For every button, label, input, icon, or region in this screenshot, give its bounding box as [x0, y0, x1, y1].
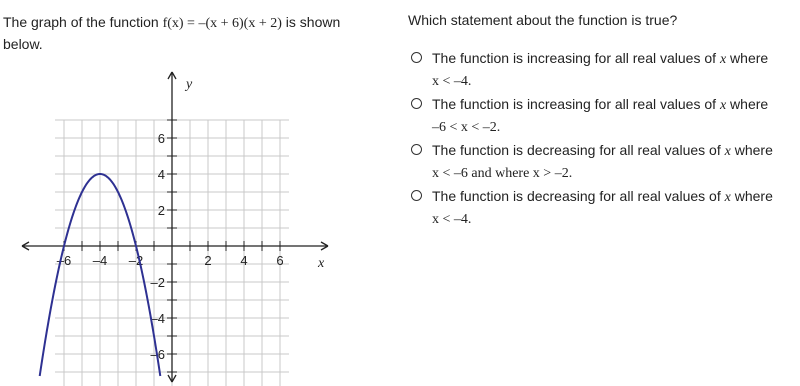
y-axis-label: y: [186, 77, 193, 92]
choice-variable: x: [724, 190, 731, 205]
choice-text-part: The function is decreasing for all real values of: [432, 142, 725, 158]
radio-button[interactable]: [411, 144, 422, 155]
choice-text: [432, 94, 792, 138]
function-graph: [0, 60, 345, 386]
choice-text: [432, 48, 792, 92]
x-tick-label: 6: [276, 253, 284, 268]
answer-choice-3[interactable]: [405, 140, 795, 184]
choice-condition: x < –6 and where x > –2.: [432, 166, 573, 181]
choice-text-part: The function is increasing for all real values of: [432, 96, 720, 112]
choice-text-part: The function is increasing for all real values of: [432, 50, 720, 66]
choice-text-part: where: [726, 96, 769, 112]
x-tick-label: –6: [56, 253, 72, 268]
y-tick-label: 6: [157, 131, 165, 146]
choice-condition: x < –4.: [432, 74, 472, 89]
x-tick-label: 4: [240, 253, 248, 268]
choice-variable: x: [719, 98, 727, 113]
choice-text: [432, 140, 792, 184]
y-tick-label: 2: [157, 203, 165, 218]
radio-button[interactable]: [411, 190, 422, 201]
choice-text-part: where: [726, 50, 769, 66]
x-tick-label: 2: [204, 253, 212, 268]
choice-condition: x < –4.: [432, 212, 472, 227]
question-prompt: [3, 12, 383, 55]
x-tick-label: –4: [92, 253, 108, 268]
y-tick-label: –4: [150, 311, 165, 326]
x-tick-label: –2: [128, 253, 144, 268]
answer-choice-4[interactable]: [405, 186, 795, 230]
prompt-suffix: is shown below.: [3, 14, 341, 52]
choice-text: [432, 186, 792, 230]
answer-choice-1[interactable]: [405, 48, 795, 92]
choice-variable: x: [724, 144, 731, 159]
choice-text-part: where: [730, 142, 773, 158]
choice-text-part: The function is decreasing for all real values of: [432, 188, 725, 204]
right-panel: [405, 0, 795, 386]
choice-text-part: where: [730, 188, 773, 204]
prompt-prefix: The graph of the function: [3, 14, 163, 30]
y-tick-label: –6: [150, 347, 165, 362]
radio-button[interactable]: [411, 98, 422, 109]
question-text: Which statement about the function is true?: [408, 12, 678, 28]
answer-choice-2[interactable]: [405, 94, 795, 138]
y-tick-label: –2: [150, 275, 165, 290]
choice-variable: x: [719, 52, 727, 67]
prompt-function: f(x) = –(x + 6)(x + 2): [162, 16, 282, 31]
radio-button[interactable]: [411, 52, 422, 63]
y-tick-label: 4: [157, 167, 165, 182]
choice-condition: –6 < x < –2.: [432, 120, 501, 135]
left-panel: [0, 0, 390, 386]
x-axis-label: x: [318, 256, 325, 271]
